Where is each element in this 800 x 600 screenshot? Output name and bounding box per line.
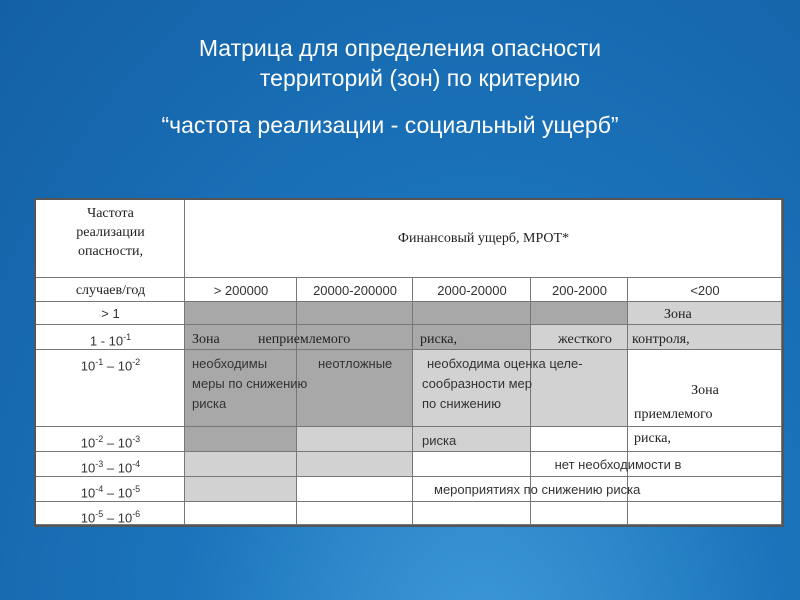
matrix-cell xyxy=(531,302,628,325)
strict-note: необходима оценка целе- xyxy=(427,356,583,371)
row-label-part: -3 xyxy=(95,459,104,469)
damage-col-4: 200-2000 xyxy=(552,283,607,298)
matrix-cell xyxy=(297,477,413,502)
acceptable-word: приемлемого xyxy=(634,407,713,422)
matrix-cell xyxy=(628,502,782,525)
row-label-part: – 10 xyxy=(103,485,133,501)
zone-strict-word: контроля, xyxy=(632,332,690,347)
matrix-cell xyxy=(413,302,531,325)
row-label-part: -1 xyxy=(123,332,132,342)
acceptable-word: Зона xyxy=(691,383,719,398)
zone-unacceptable-word: риска, xyxy=(420,332,458,347)
damage-col-5: <200 xyxy=(690,283,720,298)
row-label xyxy=(36,305,185,323)
title-line-2: территорий (зон) по критерию xyxy=(259,65,581,91)
row-label-part: 10 xyxy=(80,460,96,476)
row-label xyxy=(36,430,185,452)
row-label-part: – 10 xyxy=(103,358,133,374)
row-label-part: – 10 xyxy=(103,460,133,476)
matrix-cell xyxy=(185,302,297,325)
matrix-cell xyxy=(297,302,413,325)
strict-note: риска xyxy=(422,433,457,448)
row-label-part: -4 xyxy=(132,459,141,469)
row-label-part: 1 - 10 xyxy=(89,333,124,349)
zone-strict-word: Зона xyxy=(664,307,692,322)
row-label xyxy=(36,505,185,527)
row-label-part: > 1 xyxy=(101,306,120,321)
matrix-cell xyxy=(185,452,297,477)
matrix-cell xyxy=(413,452,531,477)
row-label xyxy=(36,480,185,502)
matrix-cell xyxy=(297,427,413,452)
unacceptable-note: меры по снижению xyxy=(192,376,308,391)
strict-note: сообразности мер xyxy=(422,376,532,391)
risk-matrix-table xyxy=(36,200,782,525)
unacceptable-note: неотложные xyxy=(318,356,393,371)
zone-unacceptable-word: неприемлемого xyxy=(258,332,351,347)
row-label-part: -1 xyxy=(95,357,104,367)
row-label-part: – 10 xyxy=(103,435,133,451)
freq-header-units: случаев/год xyxy=(75,283,146,298)
row-label xyxy=(36,455,185,477)
matrix-cell xyxy=(628,302,782,325)
freq-header-line: реализации xyxy=(76,225,145,240)
zone-strict-word: жесткого xyxy=(558,332,612,347)
unacceptable-note: риска xyxy=(192,396,227,411)
row-label-part: -5 xyxy=(95,509,104,519)
matrix-cell xyxy=(297,452,413,477)
row-label-part: 10 xyxy=(80,435,96,451)
row-label-part: 10 xyxy=(80,485,96,501)
acceptable-note: мероприятиях по снижению риска xyxy=(434,482,641,497)
freq-header-line: Частота xyxy=(87,206,134,221)
title-line-3: “частота реализации - социальный ущерб” xyxy=(161,112,619,138)
damage-col-3: 2000-20000 xyxy=(437,283,507,298)
row-label-part: -3 xyxy=(132,434,141,444)
freq-header xyxy=(36,204,185,261)
damage-col-2: 20000-200000 xyxy=(313,283,397,298)
row-label xyxy=(36,328,185,350)
matrix-cell xyxy=(185,477,297,502)
matrix-cell xyxy=(628,477,782,502)
row-label-part: -6 xyxy=(132,509,141,519)
strict-note: по снижению xyxy=(422,396,501,411)
row-label-part: 10 xyxy=(80,510,96,526)
matrix-cell xyxy=(185,502,297,525)
damage-col-1: > 200000 xyxy=(213,283,269,298)
matrix-cell xyxy=(185,427,297,452)
row-label-part: 10 xyxy=(80,358,96,374)
acceptable-note: нет необходимости в xyxy=(554,457,682,472)
matrix-cell xyxy=(297,502,413,525)
damage-header: Финансовый ущерб, МРОТ* xyxy=(397,231,570,246)
freq-header-line: опасности, xyxy=(77,244,144,259)
row-label-part: -2 xyxy=(132,357,141,367)
row-label xyxy=(36,353,185,375)
row-label-part: -5 xyxy=(132,484,141,494)
row-label-part: – 10 xyxy=(103,510,133,526)
row-label-part: -2 xyxy=(95,434,104,444)
acceptable-word: риска, xyxy=(634,431,672,446)
zone-unacceptable-word: Зона xyxy=(192,332,220,347)
matrix-cell xyxy=(413,502,531,525)
row-label-part: -4 xyxy=(95,484,104,494)
matrix-cell xyxy=(531,427,628,452)
title-line-1: Матрица для определения опасности xyxy=(198,35,602,61)
unacceptable-note: необходимы xyxy=(192,356,268,371)
matrix-cell xyxy=(531,502,628,525)
